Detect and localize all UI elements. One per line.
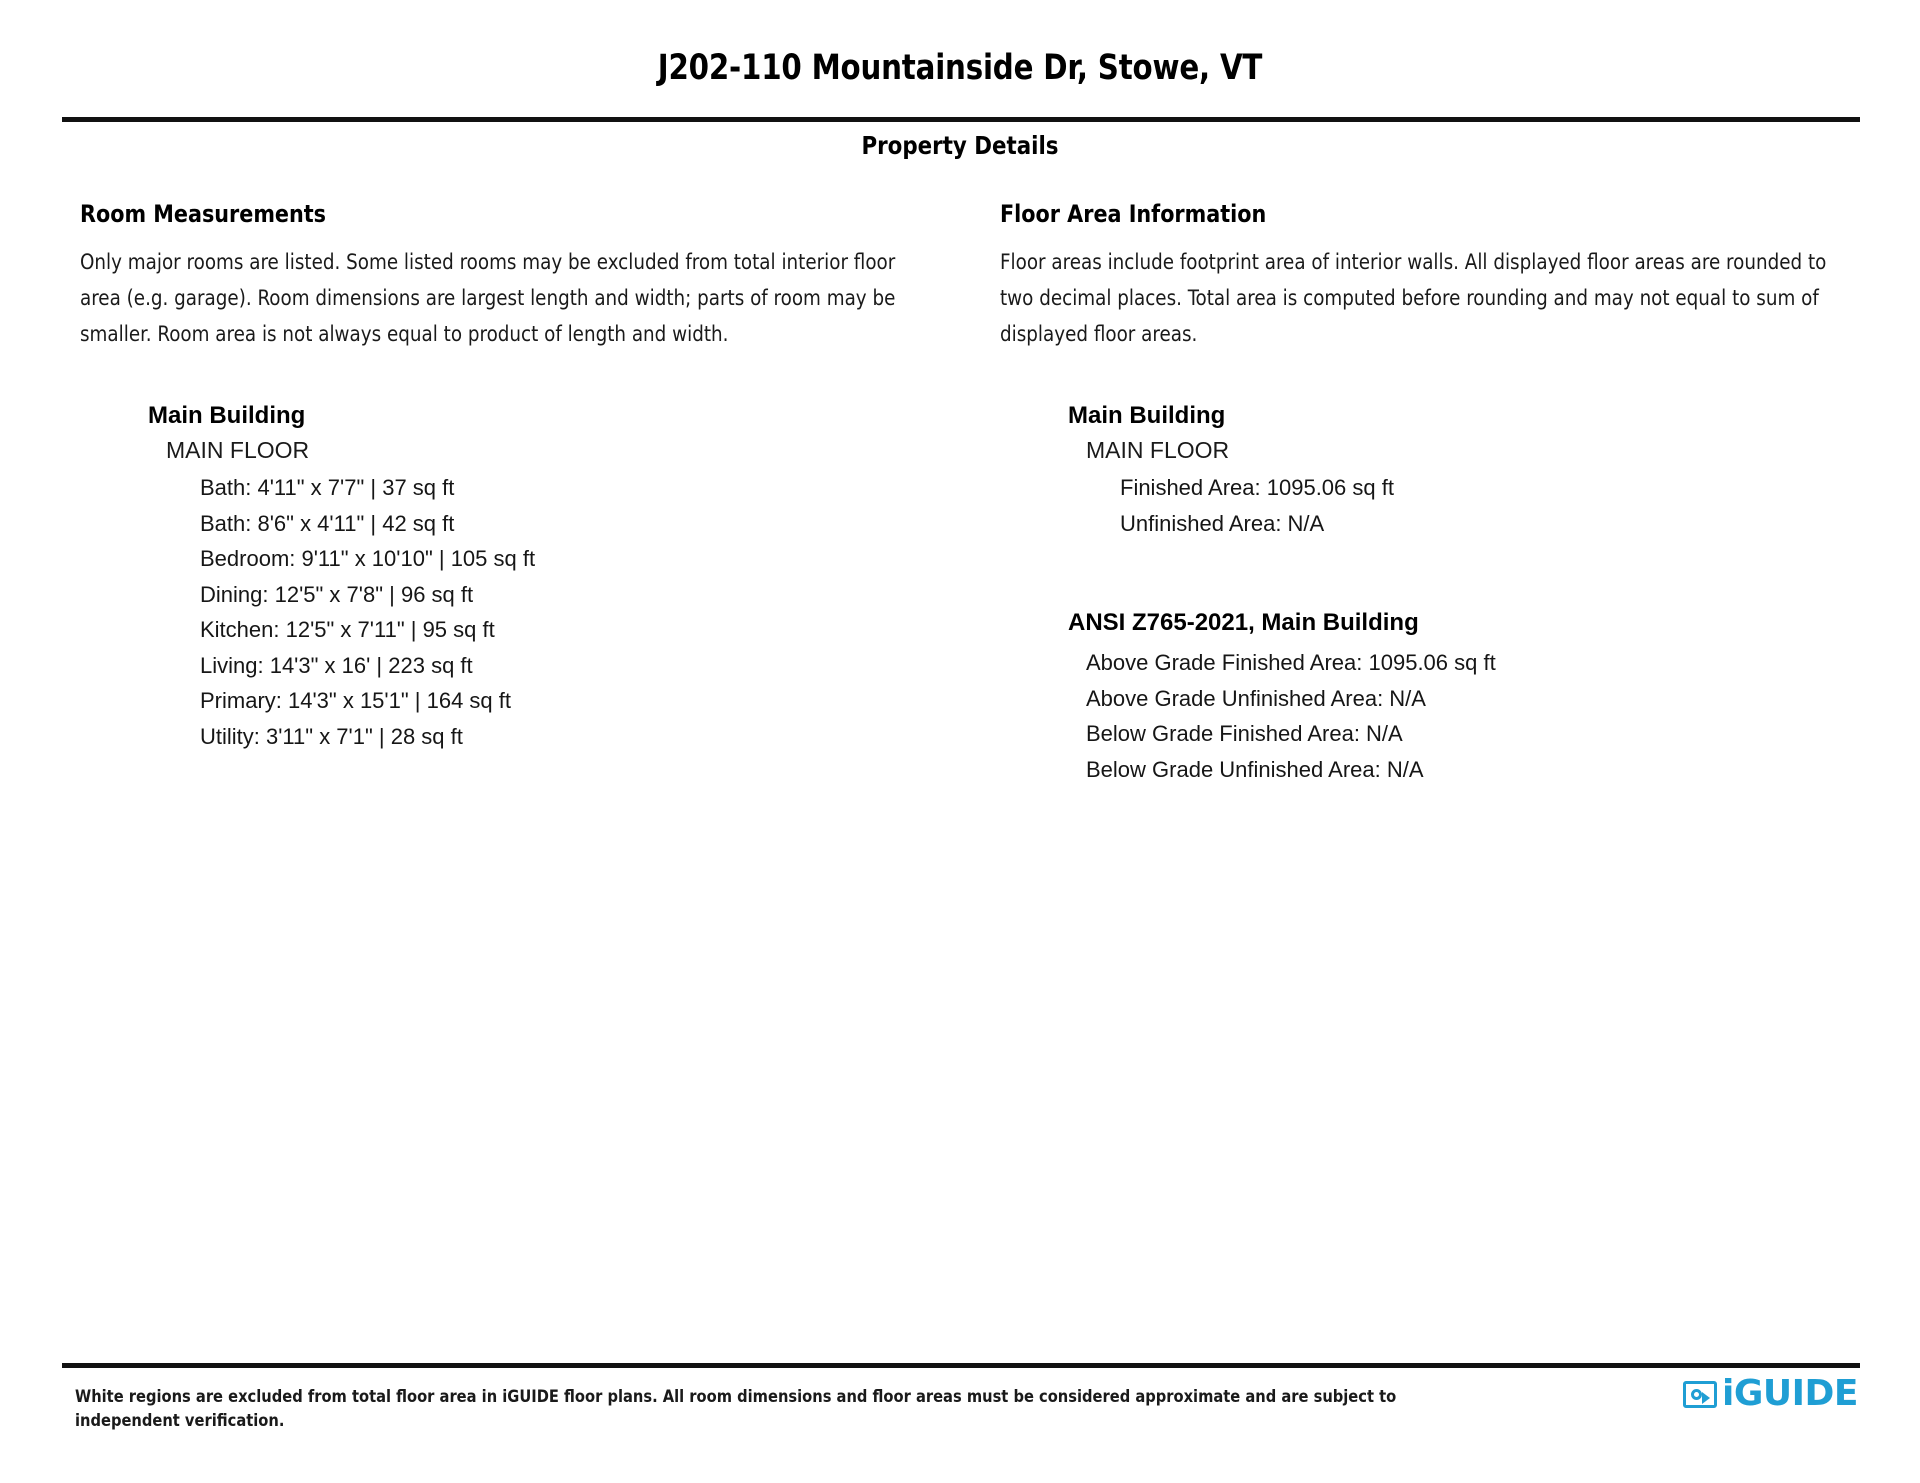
ansi-list [1086, 645, 1880, 787]
floor-area-block [1000, 402, 1880, 541]
list-item: Bath: 8'6" x 4'11" | 42 sq ft [200, 510, 455, 536]
footer-divider [62, 1363, 1860, 1368]
header-divider [62, 117, 1860, 122]
area-floor-label: MAIN FLOOR [1086, 437, 1230, 463]
list-item: Below Grade Finished Area: N/A [1086, 721, 1403, 746]
page-title: J202-110 Mountainside Dr, Stowe, VT [657, 48, 1263, 88]
floor-area-heading: Floor Area Information [1000, 200, 1267, 228]
area-building-label: Main Building [1068, 402, 1226, 429]
footer-disclaimer: White regions are excluded from total floor area in iGUIDE floor plans. All room dimensions and floor areas must be considered approximate and are subject to independent verification. [75, 1387, 1397, 1431]
iguide-logo-text: iGUIDE [1722, 1373, 1858, 1414]
room-measurements-column [80, 200, 960, 754]
room-floor-label: MAIN FLOOR [166, 437, 310, 463]
area-list [1120, 470, 1880, 541]
floor-area-note: Floor areas include footprint area of interior walls. All displayed floor areas are rounded to two decimal places. Total area is computed before rounding and may not equal to sum of displayed floor areas. [1000, 250, 1827, 346]
list-item: Primary: 14'3" x 15'1" | 164 sq ft [200, 688, 511, 713]
room-list [200, 470, 960, 754]
list-item: Bath: 4'11" x 7'7" | 37 sq ft [200, 475, 455, 500]
room-measurements-note: Only major rooms are listed. Some listed rooms may be excluded from total interior floor area (e.g. garage). Room dimensions are largest length and width; parts of room may be smaller. Room area is not always equal to product of length and width. [80, 250, 896, 346]
list-item: Kitchen: 12'5" x 7'11" | 95 sq ft [200, 617, 495, 642]
list-item: Below Grade Unfinished Area: N/A [1086, 756, 1424, 782]
list-item: Unfinished Area: N/A [1120, 510, 1325, 536]
list-item: Above Grade Unfinished Area: N/A [1086, 685, 1426, 711]
list-item: Above Grade Finished Area: 1095.06 sq ft [1086, 650, 1496, 675]
list-item: Bedroom: 9'11" x 10'10" | 105 sq ft [200, 546, 536, 571]
list-item: Utility: 3'11" x 7'1" | 28 sq ft [200, 723, 463, 749]
camera-icon [1683, 1381, 1717, 1408]
room-measurements-heading: Room Measurements [80, 200, 327, 228]
floor-area-column [1000, 200, 1880, 787]
room-measurements-block [80, 402, 960, 754]
list-item: Finished Area: 1095.06 sq ft [1120, 475, 1394, 500]
ansi-block [1000, 609, 1880, 787]
room-building-label: Main Building [148, 402, 306, 429]
page-subtitle: Property Details [861, 131, 1059, 160]
iguide-logo [1683, 1373, 1858, 1414]
list-item: Dining: 12'5" x 7'8" | 96 sq ft [200, 581, 474, 607]
ansi-heading: ANSI Z765-2021, Main Building [1068, 609, 1419, 636]
list-item: Living: 14'3" x 16' | 223 sq ft [200, 652, 473, 678]
